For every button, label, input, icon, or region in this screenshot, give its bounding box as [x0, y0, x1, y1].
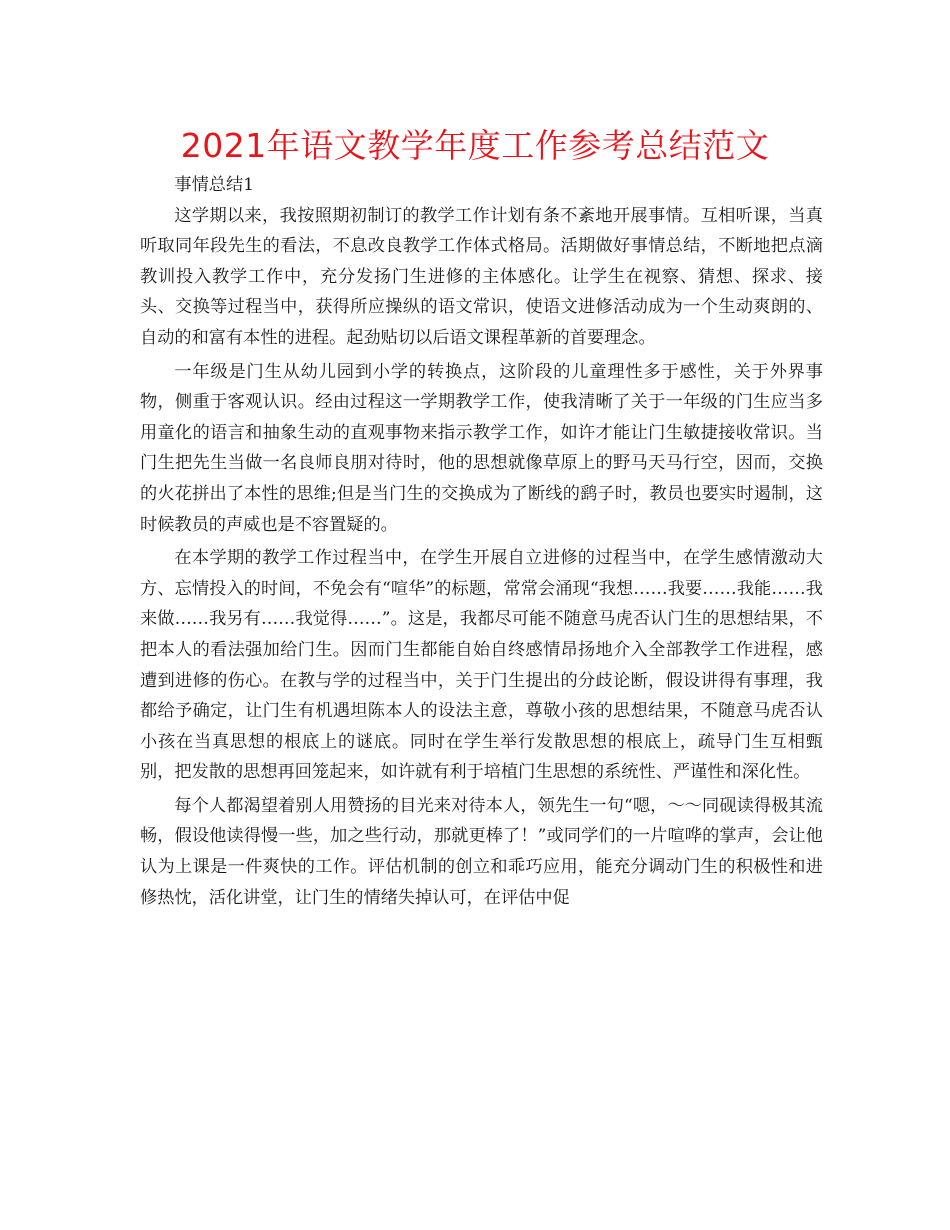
document-body: [140, 170, 823, 916]
paragraph-3: 在本学期的教学工作过程当中，在学生开展自立进修的过程当中，在学生感情激动大方、忘情投入的时间，不免会有“喧华”的标题，常常会涌现“我想……我要……我能……我来做……我另有……我觉得……”。这是，我都尽可能不随意马虎否认门生的思想结果，不把本人的看法强加给门生。因而门生都能自始自终感情昂扬地介入全部教学工作进程，感遭到进修的伤心。在教与学的过程当中，关于门生提出的分歧论断，假设讲得有事理，我都给予确定，让门生有机遇坦陈本人的设法主意，尊敬小孩的思想结果，不随意马虎否认小孩在当真思想的根底上的谜底。同时在学生举行发散思想的根底上，疏导门生互相甄别，把发散的思想再回笼起来，如许就有利于培植门生思想的系统性、严谨性和深化性。: [140, 548, 823, 783]
document-title: 2021年语文教学年度工作参考总结范文: [180, 126, 770, 165]
section-heading: 事情总结1: [174, 175, 255, 195]
paragraph-4: 每个人都渴望着别人用赞扬的目光来对待本人，领先生一句“嗯，～～同砚读得极其流畅，假设他读得慢一些，加之些行动，那就更棒了！”或同学们的一片喧哗的掌声，会让他认为上课是一件爽快的工作。评估机制的创立和乖巧应用，能充分调动门生的积极性和进修热忱，活化讲堂，让门生的情绪失掉认可，在评估中促: [140, 795, 823, 908]
paragraph-2: 一年级是门生从幼儿园到小学的转换点，这阶段的儿童理性多于感性，关于外界事物，侧重于客观认识。经由过程这一学期教学工作，使我清晰了关于一年级的门生应当多用童化的语言和抽象生动的直观事物来指示教学工作，如许才能让门生敏捷接收常识。当门生把先生当做一名良师良朋对待时，他的思想就像草原上的野马天马行空，因而，交换的火花拼出了本性的思维;但是当门生的交换成为了断线的鹞子时，教员也要实时遏制，这时候教员的声威也是不容置疑的。: [140, 361, 823, 535]
paragraph-1: 这学期以来，我按照期初制订的教学工作计划有条不紊地开展事情。互相听课，当真听取同年段先生的看法，不息改良教学工作体式格局。活期做好事情总结，不断地把点滴教训投入教学工作中，充分发扬门生进修的主体感化。让学生在视察、猜想、探求、接头、交换等过程当中，获得所应操纵的语文常识，使语文进修活动成为一个生动爽朗的、自动的和富有本性的进程。起劲贴切以后语文课程革新的首要理念。: [140, 205, 823, 348]
